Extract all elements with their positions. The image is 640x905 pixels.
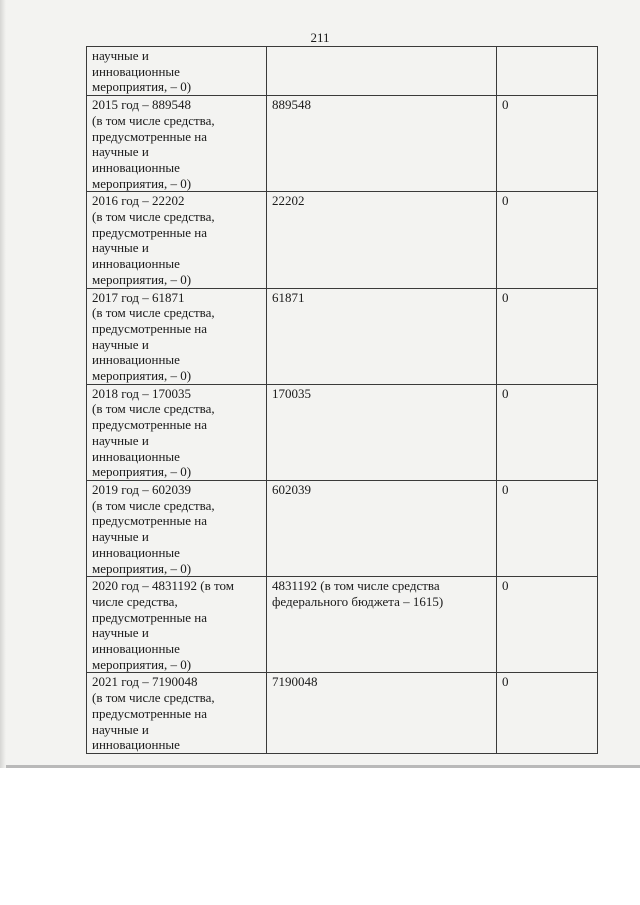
cell-text-line: научные и bbox=[92, 144, 149, 160]
table-row bbox=[87, 192, 598, 288]
cell-text-line: научные и bbox=[92, 625, 149, 641]
page-number: 211 bbox=[310, 30, 330, 45]
table-cell-col3 bbox=[497, 47, 598, 96]
cell-text-line: инновационные bbox=[92, 159, 180, 175]
cell-text-line: мероприятия, – 0) bbox=[92, 175, 192, 191]
cell-text-line: федерального бюджета – 1615) bbox=[272, 593, 444, 609]
table-cell-col3 bbox=[497, 192, 598, 288]
cell-text-line: научные и bbox=[92, 529, 149, 545]
cell-text-line: мероприятия, – 0) bbox=[92, 368, 192, 384]
cell-text-line: 2018 год – 170035 bbox=[92, 385, 191, 401]
cell-text-line: инновационные bbox=[92, 737, 180, 753]
cell-text-line: 2019 год – 602039 bbox=[92, 481, 191, 497]
cell-text-line: 22202 bbox=[272, 193, 305, 209]
cell-text-line: инновационные bbox=[92, 448, 180, 464]
table-cell-col1 bbox=[87, 47, 267, 96]
cell-text-line: (в том числе средства, bbox=[92, 690, 215, 706]
cell-text-line: 0 bbox=[502, 578, 509, 594]
cell-text-line: мероприятия, – 0) bbox=[92, 271, 192, 287]
cell-text-line: мероприятия, – 0) bbox=[92, 464, 192, 480]
table-cell-col3 bbox=[497, 96, 598, 192]
table-cell-col3 bbox=[497, 480, 598, 576]
cell-text-line: 0 bbox=[502, 385, 509, 401]
cell-text-line: (в том числе средства, bbox=[92, 497, 215, 513]
scan-shadow-edge bbox=[0, 0, 6, 768]
table-cell-col1 bbox=[87, 673, 267, 754]
table-cell-col2 bbox=[267, 480, 497, 576]
cell-text-line: (в том числе средства, bbox=[92, 401, 215, 417]
table-cell-col2 bbox=[267, 47, 497, 96]
table-cell-col1 bbox=[87, 288, 267, 384]
table-row bbox=[87, 673, 598, 754]
cell-text-line: 0 bbox=[502, 193, 509, 209]
cell-text-line: научные и bbox=[92, 48, 149, 63]
cell-text-line: инновационные bbox=[92, 352, 180, 368]
cell-text-line: научные и bbox=[92, 721, 149, 737]
table-cell-col3 bbox=[497, 384, 598, 480]
cell-text-line: мероприятия, – 0) bbox=[92, 79, 192, 95]
cell-text-line: 7190048 bbox=[272, 674, 318, 690]
cell-text-line: научные и bbox=[92, 240, 149, 256]
table-cell-col1 bbox=[87, 96, 267, 192]
cell-text-line: предусмотренные на bbox=[92, 417, 208, 433]
cell-text-line: 4831192 (в том числе средства bbox=[272, 578, 440, 594]
cell-text-line: 2021 год – 7190048 bbox=[92, 674, 198, 690]
table-cell-col2 bbox=[267, 192, 497, 288]
cell-text-line: 170035 bbox=[272, 385, 311, 401]
cell-text-line: научные и bbox=[92, 432, 149, 448]
cell-text-line: 2015 год – 889548 bbox=[92, 97, 191, 113]
table-cell-col1 bbox=[87, 384, 267, 480]
cell-text-line: числе средства, bbox=[92, 593, 178, 609]
table-cell-col1 bbox=[87, 577, 267, 673]
cell-text-line: 2020 год – 4831192 (в том bbox=[92, 578, 234, 594]
cell-text-line: научные и bbox=[92, 336, 149, 352]
table-row bbox=[87, 577, 598, 673]
cell-text-line: инновационные bbox=[92, 256, 180, 272]
table-row bbox=[87, 480, 598, 576]
cell-text-line: 889548 bbox=[272, 97, 311, 113]
blank-area bbox=[0, 771, 640, 905]
cell-text-line: (в том числе средства, bbox=[92, 305, 215, 321]
cell-text-line: 61871 bbox=[272, 289, 305, 305]
cell-text-line: 0 bbox=[502, 481, 509, 497]
cell-text-line: предусмотренные на bbox=[92, 513, 208, 529]
cell-text-line: инновационные bbox=[92, 641, 180, 657]
table-row bbox=[87, 47, 598, 96]
table-cell-col2 bbox=[267, 384, 497, 480]
cell-text-line: 2017 год – 61871 bbox=[92, 289, 185, 305]
cell-text-line: инновационные bbox=[92, 544, 180, 560]
cell-text-line: предусмотренные на bbox=[92, 705, 208, 721]
cell-text-line: мероприятия, – 0) bbox=[92, 656, 192, 672]
cell-text-line: предусмотренные на bbox=[92, 320, 208, 336]
cell-text-line: мероприятия, – 0) bbox=[92, 560, 192, 576]
table-cell-col2 bbox=[267, 288, 497, 384]
table-cell-col3 bbox=[497, 288, 598, 384]
table-cell-col3 bbox=[497, 673, 598, 754]
table-cell-col2 bbox=[267, 96, 497, 192]
cell-text-line: 2016 год – 22202 bbox=[92, 193, 185, 209]
funding-table-body bbox=[87, 47, 598, 754]
cell-text-line: предусмотренные на bbox=[92, 224, 208, 240]
table-cell-col1 bbox=[87, 480, 267, 576]
cell-text-line: (в том числе средства, bbox=[92, 209, 215, 225]
table-cell-col3 bbox=[497, 577, 598, 673]
table-cell-col2 bbox=[267, 577, 497, 673]
table-row bbox=[87, 96, 598, 192]
table-row bbox=[87, 384, 598, 480]
cell-text-line: 602039 bbox=[272, 481, 311, 497]
table-row bbox=[87, 288, 598, 384]
cell-text-line: предусмотренные на bbox=[92, 128, 208, 144]
table-cell-col1 bbox=[87, 192, 267, 288]
cell-text-line: 0 bbox=[502, 97, 509, 113]
table-cell-col2 bbox=[267, 673, 497, 754]
funding-table bbox=[86, 46, 598, 754]
cell-text-line: инновационные bbox=[92, 63, 180, 79]
cell-text-line: предусмотренные на bbox=[92, 609, 208, 625]
cell-text-line: (в том числе средства, bbox=[92, 112, 215, 128]
cell-text-line: 0 bbox=[502, 674, 509, 690]
cell-text-line: 0 bbox=[502, 289, 509, 305]
